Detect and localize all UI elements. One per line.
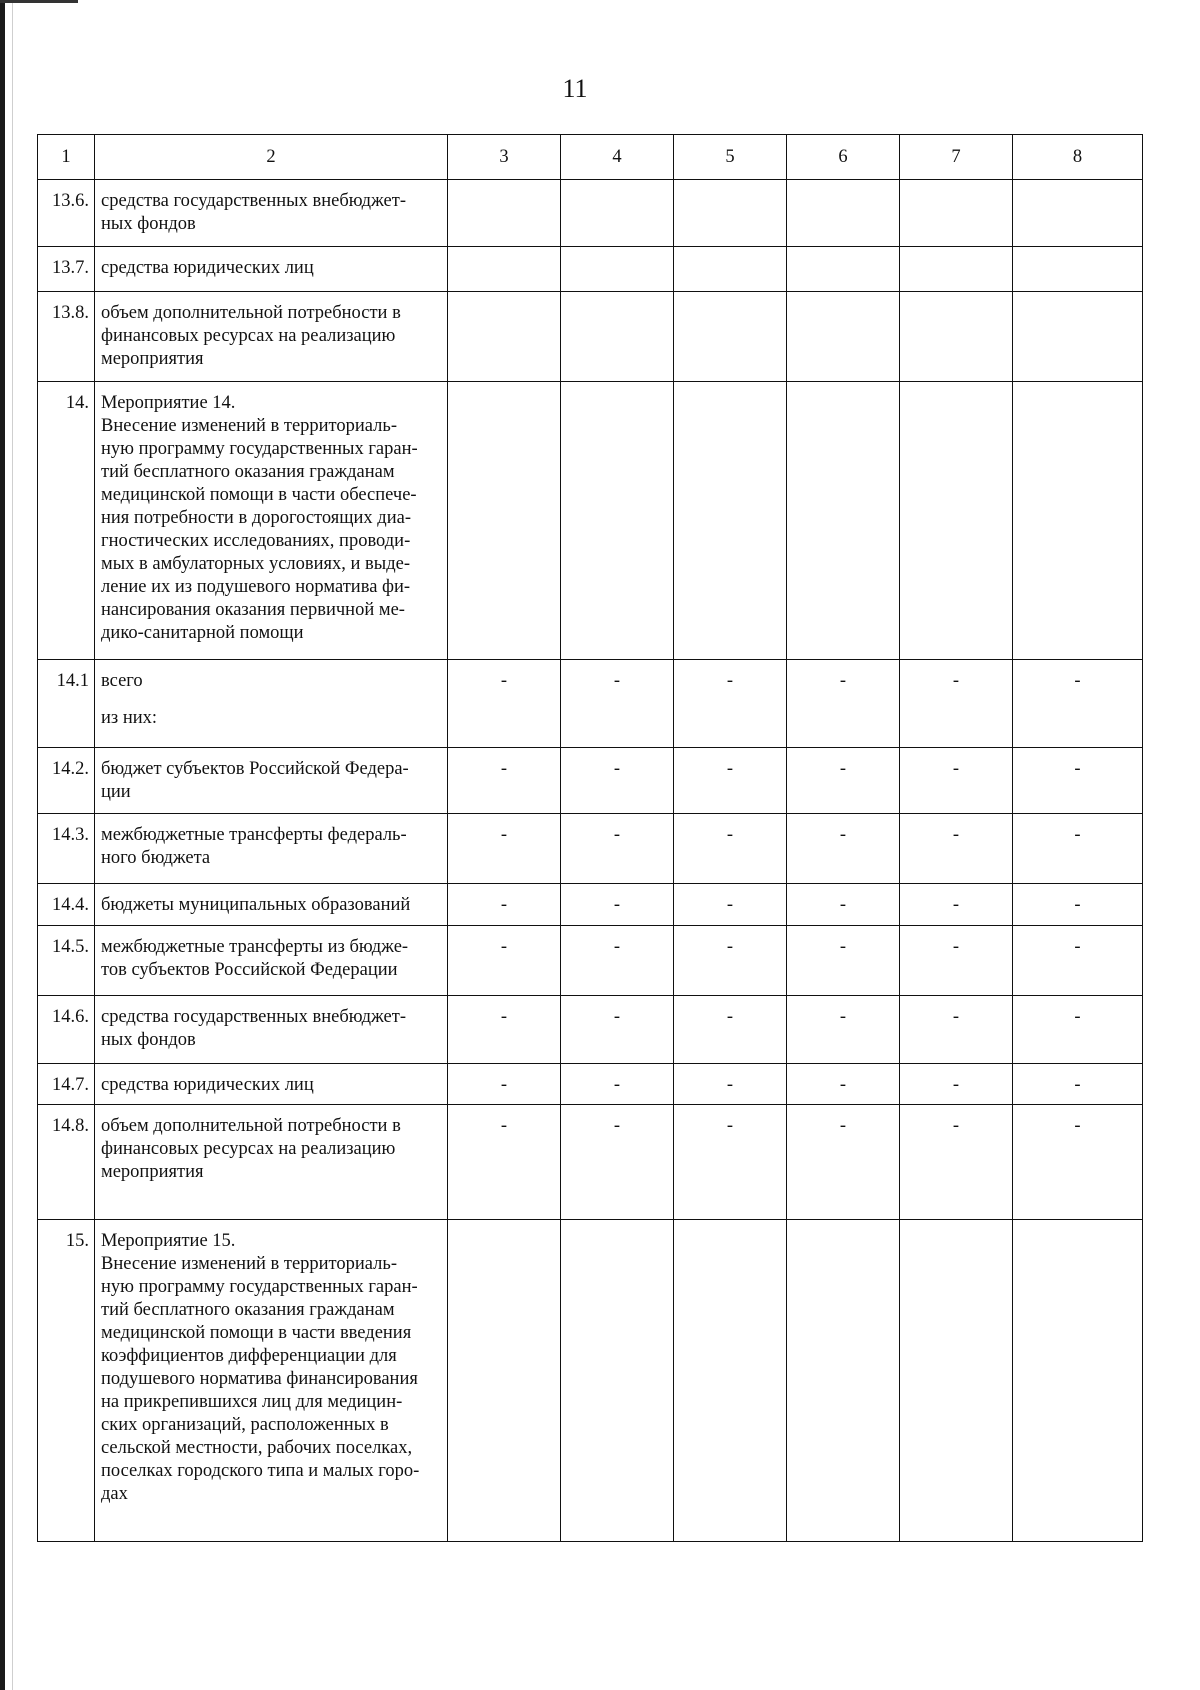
table-row [38,748,1143,814]
row-description [95,180,448,247]
description-line: тий бесплатного оказания гражданам [101,1300,395,1320]
value-cell: - [787,884,900,926]
row-description [95,292,448,382]
value-cell: - [674,926,787,996]
row-number: 13.6. [38,180,95,247]
budget-table [37,134,1143,1542]
value-cell [787,1220,900,1542]
description-line: межбюджетные трансферты из бюдже- [101,937,409,957]
value-cell: - [1013,1105,1143,1220]
value-cell: - [561,926,674,996]
description-line: ских организаций, расположенных в [101,1415,389,1435]
table-row [38,926,1143,996]
value-cell: - [900,996,1013,1064]
value-cell: - [674,660,787,748]
description-line: финансовых ресурсах на реализацию [101,326,396,346]
row-number: 14.1 [38,660,95,748]
value-cell: - [787,996,900,1064]
value-cell: - [448,926,561,996]
value-cell: - [674,814,787,884]
value-cell [561,382,674,660]
header-cell: 6 [787,135,900,180]
value-cell: - [674,996,787,1064]
row-description [95,884,448,926]
value-cell [900,180,1013,247]
description-subline: из них: [101,708,158,728]
description-line: медицинской помощи в части введения [101,1323,412,1343]
value-cell [561,1220,674,1542]
header-cell: 4 [561,135,674,180]
value-cell: - [561,748,674,814]
description-line: мероприятия [101,1162,204,1182]
value-cell [448,180,561,247]
value-cell [1013,292,1143,382]
header-cell: 3 [448,135,561,180]
description-line: всего [101,671,143,691]
value-cell: - [787,814,900,884]
value-cell [674,382,787,660]
value-cell: - [448,1064,561,1105]
value-cell: - [1013,660,1143,748]
value-cell: - [448,814,561,884]
table-row [38,1220,1143,1542]
table-row [38,180,1143,247]
table-row [38,996,1143,1064]
scan-edge-top [0,0,78,3]
row-number: 14.8. [38,1105,95,1220]
table-row [38,884,1143,926]
value-cell: - [561,996,674,1064]
description-line: ния потребности в дорогостоящих диа- [101,508,411,528]
value-cell: - [900,1105,1013,1220]
value-cell: - [1013,814,1143,884]
value-cell [1013,1220,1143,1542]
row-number: 13.7. [38,247,95,292]
row-description [95,247,448,292]
description-line: средства юридических лиц [101,258,314,278]
value-cell [448,247,561,292]
row-number: 14.6. [38,996,95,1064]
description-line: мероприятия [101,349,204,369]
value-cell [900,292,1013,382]
description-line: Мероприятие 15. [101,1231,236,1251]
value-cell [1013,247,1143,292]
row-description [95,926,448,996]
value-cell: - [900,660,1013,748]
header-cell: 2 [95,135,448,180]
value-cell [1013,382,1143,660]
value-cell: - [448,1105,561,1220]
row-number: 14.5. [38,926,95,996]
row-description [95,996,448,1064]
value-cell: - [1013,748,1143,814]
row-description [95,1105,448,1220]
description-line: межбюджетные трансферты федераль- [101,825,407,845]
value-cell [787,292,900,382]
description-line: тий бесплатного оказания гражданам [101,462,395,482]
description-line: средства государственных внебюджет- [101,1007,407,1027]
description-line: Мероприятие 14. [101,393,236,413]
description-line: нансирования оказания первичной ме- [101,600,405,620]
value-cell: - [561,1105,674,1220]
description-line: ление их из подушевого норматива фи- [101,577,411,597]
description-line: ного бюджета [101,848,211,868]
description-line: бюджеты муниципальных образований [101,895,411,915]
value-cell [448,292,561,382]
scan-edge-line [12,0,13,1690]
value-cell [787,247,900,292]
description-line: ции [101,782,131,802]
description-line: финансовых ресурсах на реализацию [101,1139,396,1159]
table-row [38,660,1143,748]
value-cell: - [900,926,1013,996]
description-line: ную программу государственных гаран- [101,1277,418,1297]
value-cell [1013,180,1143,247]
page-number: 11 [562,74,588,103]
description-line: тов субъектов Российской Федерации [101,960,398,980]
description-line: ных фондов [101,214,196,234]
header-cell: 7 [900,135,1013,180]
header-cell: 8 [1013,135,1143,180]
description-line: дико-санитарной помощи [101,623,304,643]
description-line: объем дополнительной потребности в [101,1116,401,1136]
description-line: мых в амбулаторных условиях, и выде- [101,554,411,574]
description-line: ных фондов [101,1030,196,1050]
value-cell [900,1220,1013,1542]
row-description [95,660,448,748]
description-line: медицинской помощи в части обеспече- [101,485,417,505]
table-row [38,1105,1143,1220]
value-cell: - [1013,926,1143,996]
value-cell [787,180,900,247]
header-cell: 1 [38,135,95,180]
value-cell [674,1220,787,1542]
row-number: 14.4. [38,884,95,926]
row-number: 14.7. [38,1064,95,1105]
value-cell [787,382,900,660]
row-number: 14.2. [38,748,95,814]
row-number: 14.3. [38,814,95,884]
value-cell: - [900,748,1013,814]
value-cell: - [1013,884,1143,926]
value-cell: - [900,884,1013,926]
value-cell [674,292,787,382]
value-cell [561,180,674,247]
value-cell [674,247,787,292]
description-line: бюджет субъектов Российской Федера- [101,759,409,779]
row-description [95,1220,448,1542]
value-cell: - [787,1105,900,1220]
value-cell: - [1013,1064,1143,1105]
value-cell: - [674,884,787,926]
table-row [38,382,1143,660]
description-line: на прикрепившихся лиц для медицин- [101,1392,403,1412]
row-description [95,1064,448,1105]
value-cell: - [448,884,561,926]
value-cell: - [448,996,561,1064]
row-number: 15. [38,1220,95,1542]
value-cell: - [674,748,787,814]
value-cell: - [561,884,674,926]
value-cell: - [787,748,900,814]
value-cell [561,292,674,382]
value-cell: - [561,660,674,748]
value-cell: - [674,1105,787,1220]
description-line: Внесение изменений в территориаль- [101,416,397,436]
value-cell: - [900,814,1013,884]
table-row [38,1064,1143,1105]
row-number: 14. [38,382,95,660]
value-cell: - [787,1064,900,1105]
description-line: гностических исследованиях, проводи- [101,531,411,551]
value-cell: - [448,748,561,814]
value-cell: - [1013,996,1143,1064]
value-cell [900,382,1013,660]
description-line: объем дополнительной потребности в [101,303,401,323]
description-line: поселках городского типа и малых горо- [101,1461,420,1481]
row-description [95,382,448,660]
description-line: средства государственных внебюджет- [101,191,407,211]
description-line: ную программу государственных гаран- [101,439,418,459]
description-line: подушевого норматива финансирования [101,1369,418,1389]
value-cell [448,1220,561,1542]
value-cell: - [900,1064,1013,1105]
description-line: коэффициентов дифференциации для [101,1346,397,1366]
table-row [38,292,1143,382]
table-header-row [38,135,1143,180]
value-cell [448,382,561,660]
row-description [95,748,448,814]
row-number: 13.8. [38,292,95,382]
row-description [95,814,448,884]
value-cell: - [561,1064,674,1105]
description-line: сельской местности, рабочих поселках, [101,1438,413,1458]
description-line: Внесение изменений в территориаль- [101,1254,397,1274]
value-cell [674,180,787,247]
value-cell: - [674,1064,787,1105]
description-line: средства юридических лиц [101,1075,314,1095]
value-cell [561,247,674,292]
value-cell: - [561,814,674,884]
value-cell [900,247,1013,292]
value-cell: - [448,660,561,748]
value-cell: - [787,660,900,748]
scan-edge-left [0,0,5,1690]
table-row [38,247,1143,292]
value-cell: - [787,926,900,996]
table-row [38,814,1143,884]
table-body [38,135,1143,1542]
description-line: дах [101,1484,128,1504]
header-cell: 5 [674,135,787,180]
